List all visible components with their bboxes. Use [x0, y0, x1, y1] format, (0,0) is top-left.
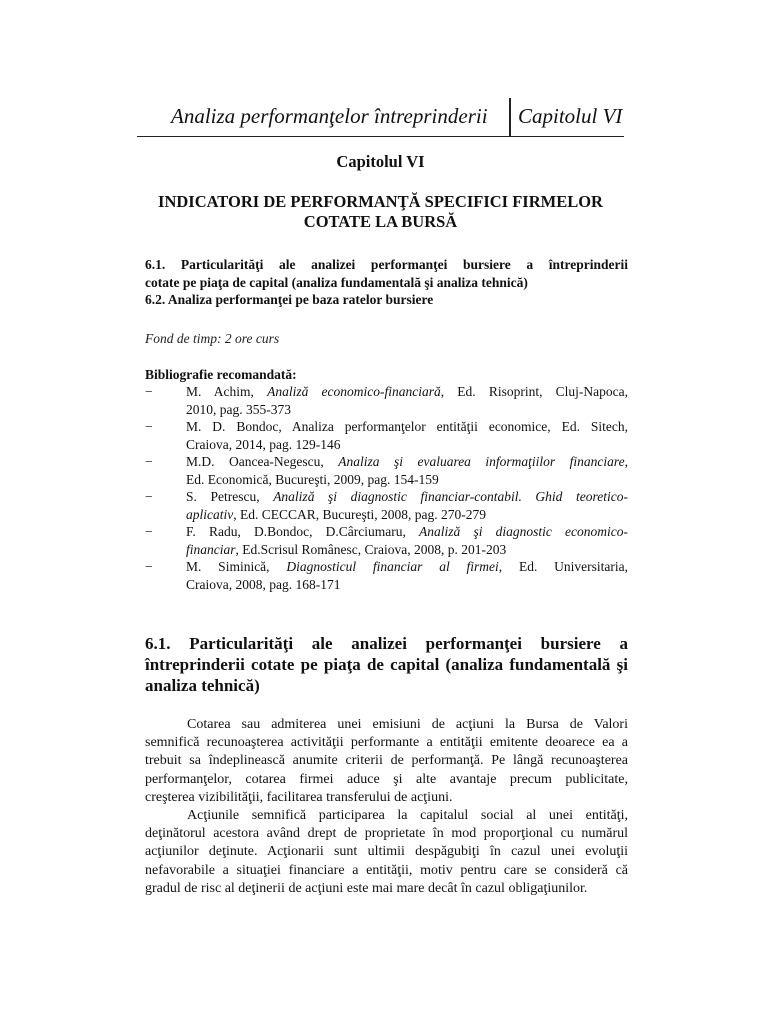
- bibliography-item: [145, 418, 628, 453]
- bibliography-item: [145, 453, 628, 488]
- bibliography-item: [145, 383, 628, 418]
- dash-bullet: −: [145, 559, 153, 574]
- paragraph-line: Acţiunile semnifică participarea la capitalul social al unei entităţi,: [187, 808, 628, 824]
- paragraph-line: trebuit sa îndeplinească anumite criterii de performanţă. Pe lângă recunoaşterea: [145, 753, 628, 769]
- bibliography-item: [145, 488, 628, 523]
- reference-text: , Ed.Scrisul Românesc, Craiova, 2008, p. 201-203: [235, 541, 507, 557]
- section-heading-line: analiza tehnică): [145, 676, 260, 695]
- paragraph-line: deţinătorul acestora având drept de proprietate în mod proporţional cu numărul: [145, 826, 628, 842]
- dash-bullet: −: [145, 524, 153, 539]
- paragraph-line: acţiunilor deţinute. Acţionarii sunt ultimii despăgubiţi în cazul unei evoluţii: [145, 844, 628, 860]
- section-heading-line: întreprinderii cotate pe piaţa de capital (analiza fundamentală şi: [145, 655, 628, 674]
- dash-bullet: −: [145, 384, 153, 399]
- reference-text: Craiova, 2014, pag. 129-146: [186, 436, 341, 452]
- reference-title: aplicativ: [186, 506, 234, 522]
- reference-text: Craiova, 2008, pag. 168-171: [186, 576, 341, 592]
- body-text: [145, 716, 628, 898]
- toc-item-6-1-line: cotate pe piaţa de capital (analiza fundamentală şi analiza tehnică): [145, 274, 528, 290]
- toc-item-6-2: 6.2. Analiza performanţei pe baza ratelor bursiere: [145, 292, 434, 307]
- reference-text: M. Siminică,: [186, 559, 287, 574]
- chapter-label: Capitolul VI: [336, 152, 425, 171]
- reference-title: Analiza şi evaluarea informaţiilor financiare: [338, 454, 625, 469]
- reference-title: Analiză economico-financiară: [267, 384, 441, 399]
- paragraph-line: nefavorabile a situaţiei financiare a entităţii, motiv pentru care se consideră că: [145, 862, 628, 878]
- reference-title: financiar: [186, 541, 236, 557]
- chapter-title-line: INDICATORI DE PERFORMANŢĂ SPECIFICI FIRMELOR: [158, 192, 603, 211]
- section-heading-line: 6.1. Particularităţi ale analizei performanţei bursiere a: [145, 634, 628, 653]
- chapter-title: [137, 192, 624, 232]
- paragraph-line: gradul de risc al deţinerii de acţiuni este mai mare decât în cazul obligaţiunilor.: [145, 880, 588, 896]
- bibliography-title: Bibliografie recomandată:: [145, 367, 297, 382]
- paragraph-line: Cotarea sau admiterea unei emisiuni de acţiuni la Bursa de Valori: [187, 717, 628, 732]
- reference-text: S. Petrescu,: [186, 489, 274, 504]
- paragraph-line: creşterea vizibilităţii, facilitarea transferului de acţiuni.: [145, 789, 453, 805]
- reference-text: M. D. Bondoc, Analiza performanţelor entităţii economice, Ed. Sitech,: [186, 419, 628, 434]
- reference-text: 2010, pag. 355-373: [186, 401, 291, 417]
- header-divider: [509, 98, 511, 136]
- dash-bullet: −: [145, 489, 153, 504]
- bibliography-item: [145, 523, 628, 558]
- paragraph-line: semnifică recunoaşterea activităţii performante a entităţii emitente deoarece ea a: [145, 735, 628, 751]
- reference-text: , Ed. Universitaria,: [498, 559, 629, 574]
- header-book-title: Analiza performanţelor întreprinderii: [171, 104, 488, 128]
- reference-text: , Ed. Risoprint, Cluj-Napoca,: [440, 384, 628, 399]
- toc-item-6-1-line: 6.1. Particularităţi ale analizei performanţei bursiere a întreprinderii: [145, 257, 628, 272]
- bibliography-item: [145, 558, 628, 593]
- reference-title: Analiză şi diagnostic financiar-contabil. Ghid teoretico-: [273, 489, 628, 504]
- chapter-contents: [145, 256, 628, 309]
- dash-bullet: −: [145, 454, 153, 469]
- running-header: [137, 96, 624, 137]
- reference-text: M. Achim,: [186, 384, 268, 399]
- reference-text: , Ed. CECCAR, Bucureşti, 2008, pag. 270-279: [233, 506, 486, 522]
- reference-title: Diagnosticul financiar al firmei: [286, 559, 499, 574]
- header-chapter: Capitolul VI: [518, 104, 623, 128]
- section-heading: [145, 633, 628, 696]
- reference-text: M.D. Oancea-Negescu,: [186, 454, 339, 469]
- bibliography-list: [145, 383, 628, 593]
- chapter-title-line: COTATE LA BURSĂ: [303, 212, 458, 231]
- reference-title: Analiză şi diagnostic economico-: [419, 524, 628, 539]
- reference-text: Ed. Economică, Bucureşti, 2009, pag. 154-159: [186, 471, 439, 487]
- reference-text: ,: [624, 454, 628, 469]
- reference-text: F. Radu, D.Bondoc, D.Cârciumaru,: [186, 524, 420, 539]
- time-allocation: Fond de timp: 2 ore curs: [145, 331, 280, 346]
- dash-bullet: −: [145, 419, 153, 434]
- paragraph-line: performanţelor, cotarea firmei aduce şi alte avantaje precum publicitate,: [145, 771, 628, 787]
